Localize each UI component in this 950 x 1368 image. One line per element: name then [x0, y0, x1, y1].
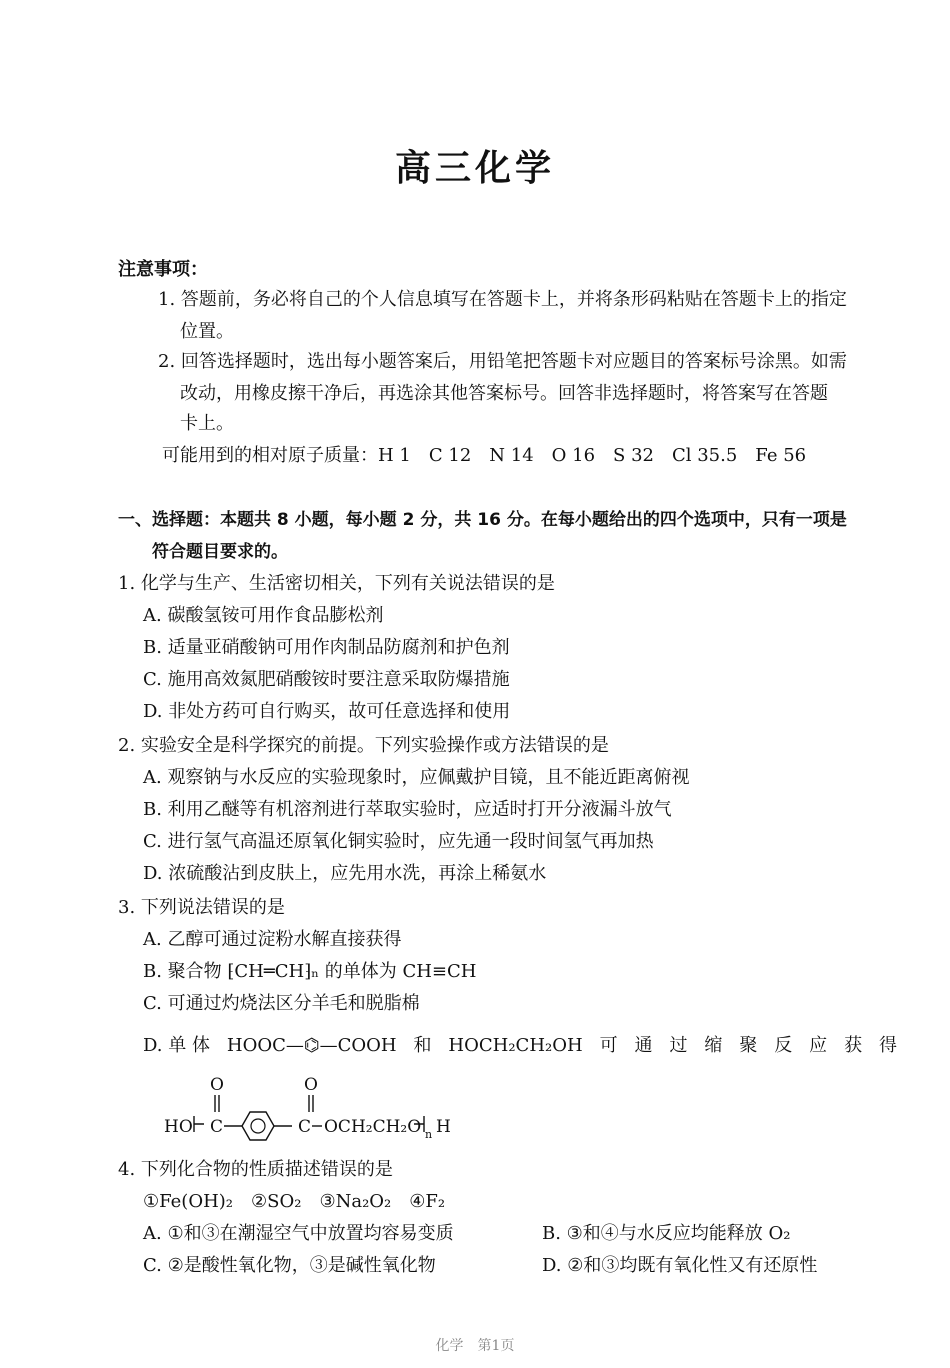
q2-option-a: A. 观察钠与水反应的实验现象时，应佩戴护目镜，且不能近距离俯视 [143, 767, 690, 788]
q3-d-word: 通 [634, 1035, 653, 1056]
q4-option-d: D. ②和③均既有氧化性又有还原性 [542, 1255, 818, 1276]
q4-stem: 4. 下列化合物的性质描述错误的是 [118, 1159, 393, 1180]
q3-d-label: D. 单 体 [143, 1035, 210, 1056]
q4-option-a: A. ①和③在潮湿空气中放置均容易变质 [143, 1223, 454, 1244]
notice-heading: 注意事项： [118, 259, 208, 280]
q4-option-c: C. ②是酸性氧化物，③是碱性氧化物 [143, 1255, 436, 1276]
hydroxyl-end: HO [164, 1117, 193, 1137]
q3-option-b: B. 聚合物 ⁅CH═CH⁆ₙ 的单体为 CH≡CH [143, 961, 477, 982]
notice-item-2-cont2: 卡上。 [180, 413, 234, 434]
q2-option-c: C. 进行氢气高温还原氧化铜实验时，应先通一段时间氢气再加热 [143, 831, 654, 852]
q1-option-d: D. 非处方药可自行购买，故可任意选择和使用 [143, 701, 511, 722]
q3-d-word: 可 [599, 1035, 618, 1056]
section-heading: 一、选择题：本题共 8 小题，每小题 2 分，共 16 分。在每小题给出的四个选项中，只有一项是 [118, 510, 847, 530]
q3-d-word: 获 [844, 1035, 863, 1056]
q3-option-c: C. 可通过灼烧法区分羊毛和脱脂棉 [143, 993, 420, 1014]
q2-option-b: B. 利用乙醚等有机溶剂进行萃取实验时，应适时打开分液漏斗放气 [143, 799, 672, 820]
notice-item-2-cont: 改动，用橡皮擦干净后，再选涂其他答案标号。回答非选择题时，将答案写在答题 [180, 383, 828, 404]
q3-d-word: 聚 [739, 1035, 758, 1056]
q3-option-a: A. 乙醇可通过淀粉水解直接获得 [143, 929, 402, 950]
carbonyl-oxygen-2: O [304, 1075, 318, 1095]
section-heading-cont: 符合题目要求的。 [152, 542, 288, 562]
q1-option-c: C. 施用高效氮肥硝酸铵时要注意采取防爆措施 [143, 669, 510, 690]
q3-option-d [143, 1034, 897, 1058]
q3-d-monomer-1: HOOC—⌬—COOH [226, 1035, 397, 1056]
q3-d-word: 得 [879, 1035, 897, 1056]
q3-d-word: 应 [809, 1035, 828, 1056]
q4-option-b: B. ③和④与水反应均能释放 O₂ [542, 1223, 791, 1244]
page-title: 高三化学 [394, 148, 555, 189]
notice-item-2: 2. 回答选择题时，选出每小题答案后，用铅笔把答题卡对应题目的答案标号涂黑。如需 [158, 351, 847, 372]
q3-d-and: 和 [413, 1035, 432, 1056]
carbonyl-carbon-1: C [210, 1117, 224, 1137]
notice-item-1-cont: 位置。 [180, 321, 234, 342]
atomic-masses: 可能用到的相对原子质量：H 1 C 12 N 14 O 16 S 32 Cl 35.5 Fe 56 [162, 445, 807, 466]
notice-item-1: 1. 答题前，务必将自己的个人信息填写在答题卡上，并将条形码粘贴在答题卡上的指定 [158, 289, 847, 310]
q1-option-a: A. 碳酸氢铵可用作食品膨松剂 [143, 605, 384, 626]
q2-stem: 2. 实验安全是科学探究的前提。下列实验操作或方法错误的是 [118, 735, 609, 756]
ester-tail: OCH₂CH₂O [324, 1117, 422, 1137]
q3-stem: 3. 下列说法错误的是 [118, 897, 285, 918]
carbonyl-carbon-2: C [298, 1117, 312, 1137]
page-footer: 化学 第1页 [435, 1338, 515, 1354]
q2-option-d: D. 浓硫酸沾到皮肤上，应先用水洗，再涂上稀氨水 [143, 863, 547, 884]
carbonyl-oxygen-1: O [210, 1075, 224, 1095]
q3-d-word: 反 [774, 1035, 793, 1056]
polyester-structure [158, 1072, 478, 1152]
q1-stem: 1. 化学与生产、生活密切相关，下列有关说法错误的是 [118, 573, 555, 594]
q3-d-word: 过 [669, 1035, 688, 1056]
q1-option-b: B. 适量亚硝酸钠可用作肉制品防腐剂和护色剂 [143, 637, 510, 658]
q4-compounds: ①Fe(OH)₂ ②SO₂ ③Na₂O₂ ④F₂ [143, 1191, 446, 1212]
hydrogen-end: H [436, 1117, 451, 1137]
q3-d-word: 缩 [704, 1035, 723, 1056]
q3-d-monomer-2: HOCH₂CH₂OH [448, 1035, 583, 1056]
repeat-n: n [425, 1128, 433, 1141]
